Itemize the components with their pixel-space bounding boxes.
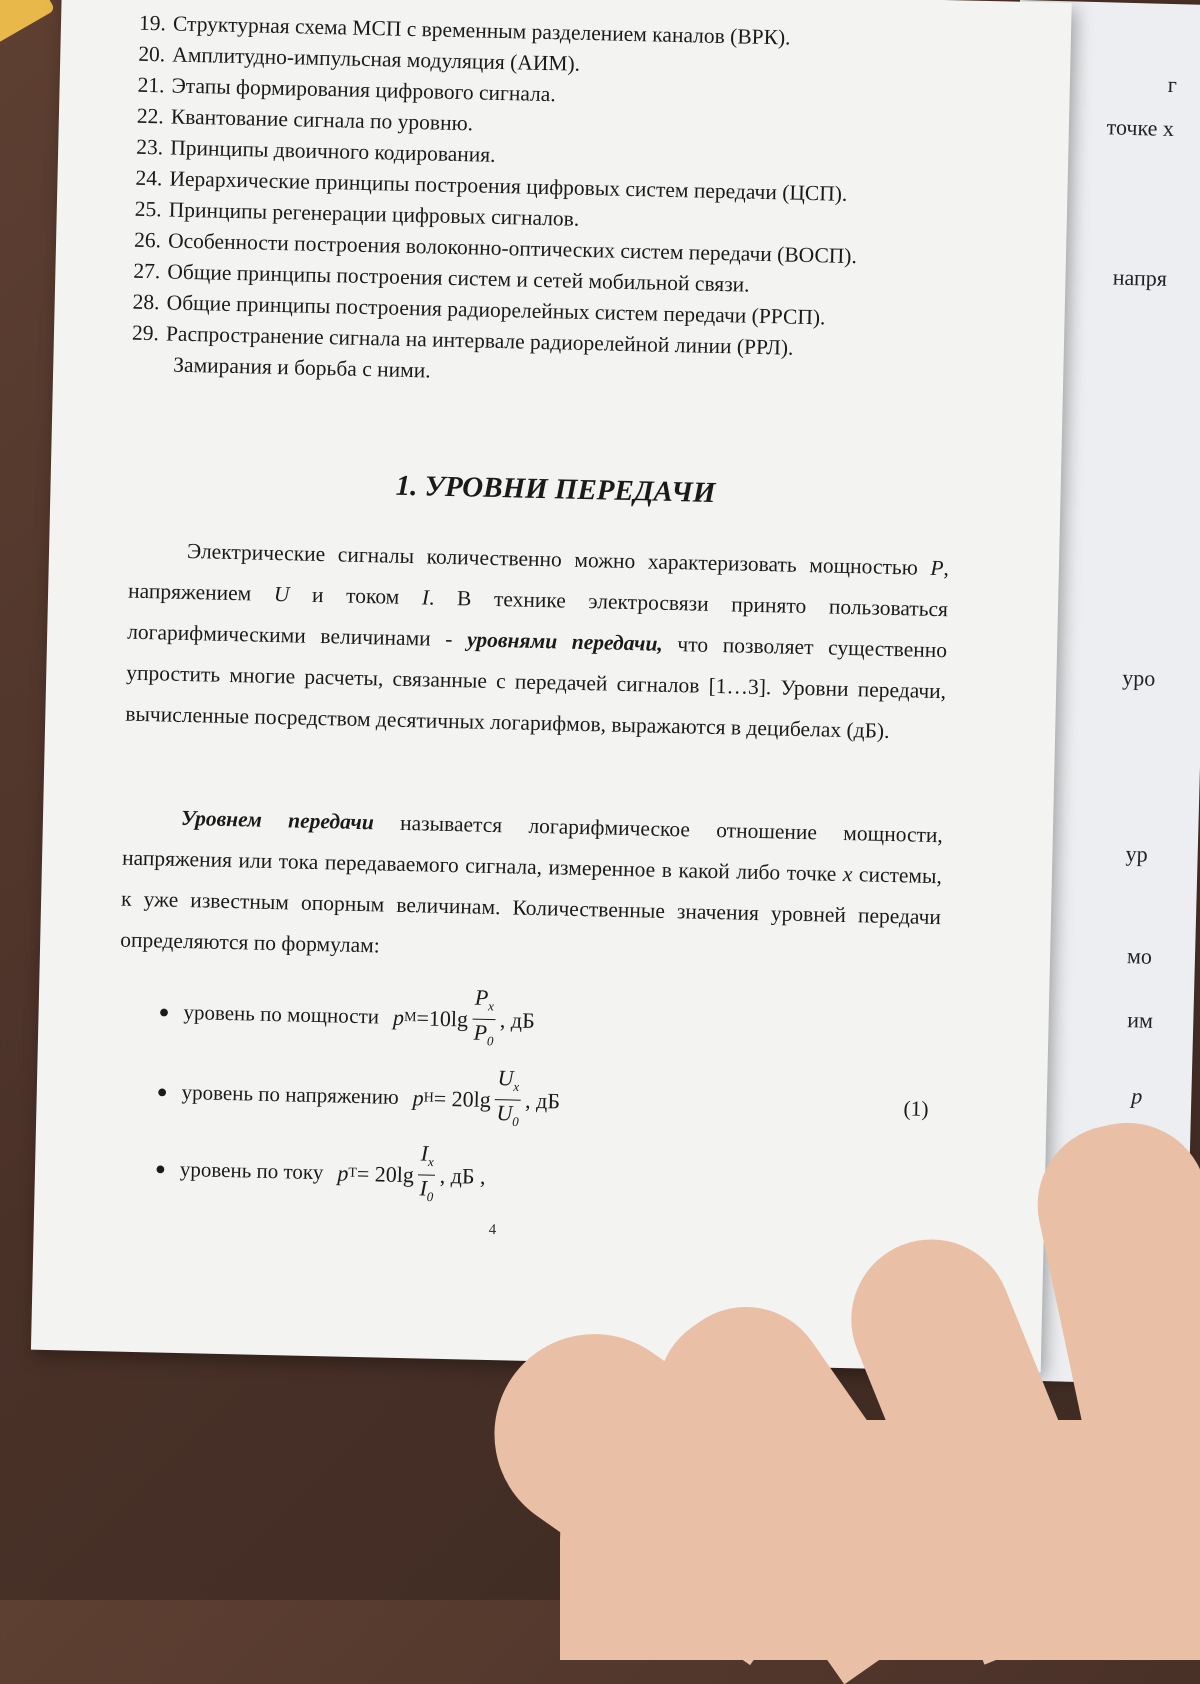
paragraph-intro: Электрические сигналы количественно можно характеризовать мощностью P, напряжением U и током I. В технике электросвязи принято пользоваться логарифмическими величинами - уровнями передачи, что позволяет существенно упростить многие расчеты, связанные с передачей сигналов [1…3]. Уровни передачи, вычисленные посредством десятичных логарифмов, выражаются в децибелах (дБ). <box>125 538 950 743</box>
adjacent-page-fragment: г <box>1167 71 1178 98</box>
document-page <box>31 0 1072 1373</box>
adjacent-page-fragment: р <box>1131 1083 1143 1109</box>
formula-power-level: ● уровень по мощности p М =10lg $\frac{P_x}{P_0}$ , дБ <box>158 984 536 1049</box>
toc-item: 26. Особенности построения волоконно-оптических систем передачи (ВОСП). <box>133 227 858 269</box>
emphasis-term: уровнями передачи, <box>466 627 664 656</box>
equation-number: (1) <box>903 1096 929 1121</box>
adjacent-page-fragment: ур <box>1125 841 1149 867</box>
adjacent-page-fragment: мо <box>1126 943 1153 969</box>
adjacent-page-fragment: точке х <box>1106 114 1175 142</box>
toc-item: 23. Принципы двоичного кодирования. <box>135 134 496 167</box>
bullet-icon: ● <box>158 1001 170 1023</box>
table-corner <box>0 0 55 45</box>
adjacent-page-fragment: им <box>1127 1007 1154 1033</box>
table-of-contents <box>131 8 1039 400</box>
formula-current-level: ● уровень по току p Т = 20lg $\frac{I_x}{I_0}$ , дБ , <box>154 1140 486 1205</box>
toc-item: 22. Квантование сигнала по уровню. <box>136 103 474 136</box>
toc-item: 25. Принципы регенерации цифровых сигналов. <box>134 196 580 231</box>
formula-voltage-level: ● уровень по напряжению p Н = 20lg $\frac{U_x}{U_0}$ , дБ <box>156 1065 561 1130</box>
adjacent-page-fragment: уро <box>1121 664 1156 691</box>
palm <box>560 1420 1200 1660</box>
toc-item: 20. Амплитудно-импульсная модуляция (АИМ). <box>138 41 581 76</box>
section-heading: 1. УРОВНИ ПЕРЕДАЧИ <box>395 469 716 509</box>
toc-item: 21. Этапы формирования цифрового сигнала. <box>137 72 557 107</box>
toc-item-continuation: Замирания и борьба с ними. <box>173 352 431 383</box>
toc-item: 28. Общие принципы построения радиорелейных систем передачи (РРСП). <box>132 289 826 330</box>
toc-item: 27. Общие принципы построения систем и сетей мобильной связи. <box>133 258 750 297</box>
adjacent-page-fragment: напря <box>1112 264 1168 291</box>
toc-item: 24. Иерархические принципы построения цифровых систем передачи (ЦСП). <box>135 165 848 206</box>
bullet-icon: ● <box>156 1081 168 1103</box>
paragraph-definition: Уровнем передачи называется логарифмическое отношение мощности, напряжения или тока передаваемого сигнала, измеренное в какой либо точке x системы, к уже известным опорным величинам. Количественные значения уровней передачи определяются по формулам: <box>119 805 944 958</box>
toc-item: 29. Распространение сигнала на интервале радиорелейной линии (РРЛ). <box>131 320 794 360</box>
page-number: 4 <box>488 1222 497 1239</box>
bullet-icon: ● <box>154 1158 167 1180</box>
toc-item: 19. Структурная схема МСП с временным разделением каналов (ВРК). <box>138 10 791 50</box>
emphasis-term: Уровнем передачи <box>180 805 375 835</box>
